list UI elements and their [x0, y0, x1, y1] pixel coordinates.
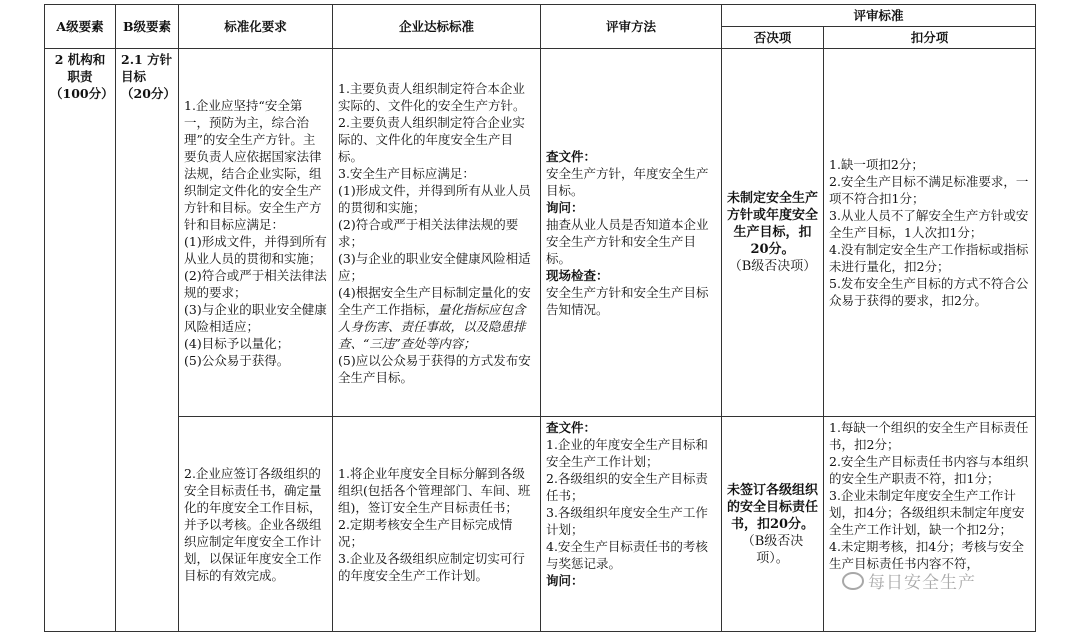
- enterprise-standard-1: 1.主要负责人组织制定符合本企业实际的、文件化的安全生产方针。 2.主要负责人组织制定符合企业实际的、文件化的年度安全生产目标。 3.安全生产目标应满足： (1)形成文件，并得到所有从业人员的贯彻和实施； (2)符合或严于相关法律法规的要求； (3)与企业的职业安全健康风险相适应； (4)根据安全生产目标制定量化的安全生产工作指标，量化指标应包含人身伤害、责任事故，以及隐患排查、“三违”查处等内容； (5)应以公众易于获得的方式发布安全生产目标。: [333, 49, 541, 417]
- b-level-element: 2.1 方针目标（20分）: [116, 49, 179, 632]
- header-deduction: 扣分项: [824, 27, 1036, 49]
- header-review-method: 评审方法: [541, 5, 722, 49]
- veto-2: 未签订各级组织的安全目标责任书，扣20分。 （B级否决项）。: [722, 417, 824, 632]
- header-enterprise-standard: 企业达标标准: [333, 5, 541, 49]
- header-standard-requirement: 标准化要求: [179, 5, 333, 49]
- header-review-standard: 评审标准: [722, 5, 1036, 27]
- chat-bubble-icon: [842, 572, 864, 590]
- enterprise-standard-2: 1.将企业年度安全目标分解到各级组织(包括各个管理部门、车间、班组)，签订安全生产目标责任书； 2.定期考核安全生产目标完成情况； 3.企业及各级组织应制定切实可行的年度安全生产工作计划。: [333, 417, 541, 632]
- standard-requirement-1: 1.企业应坚持“安全第一，预防为主，综合治理”的安全生产方针。主要负责人应依据国家法律法规，结合企业实际，组织制定文件化的安全生产方针和目标。安全生产方针和目标应满足： (1)形成文件，并得到所有从业人员的贯彻和实施； (2)符合或严于相关法律法规的要求； (3)与企业的职业安全健康风险相适应； (4)目标予以量化； (5)公众易于获得。: [179, 49, 333, 417]
- standards-table: [44, 4, 1036, 632]
- standard-requirement-2: 2.企业应签订各级组织的安全目标责任书，确定量化的年度安全工作目标，并予以考核。企业各级组织应制定年度安全工作计划，以保证年度安全工作目标的有效完成。: [179, 417, 333, 632]
- a-level-element: 2 机构和职责（100分）: [45, 49, 116, 632]
- deduction-2: 1.每缺一个组织的安全生产目标责任书，扣2分； 2.安全生产目标责任书内容与本组织的安全生产职责不符，扣1分； 3.企业未制定年度安全生产工作计划，扣4分；各级组织未制定年度安全生产工作计划，缺一个扣2分； 4.未定期考核，扣4分；考核与安全生产目标责任书内容不符，: [824, 417, 1036, 632]
- header-a-level: A级要素: [45, 5, 116, 49]
- review-method-2: 查文件： 1.企业的年度安全生产目标和安全生产工作计划； 2.各级组织的安全生产目标责任书； 3.各级组织年度安全生产工作计划； 4.安全生产目标责任书的考核与奖惩记录。 询问：: [541, 417, 722, 632]
- header-veto: 否决项: [722, 27, 824, 49]
- review-method-1: 查文件： 安全生产方针，年度安全生产目标。 询问： 抽查从业人员是否知道本企业安全生产方针和安全生产目标。 现场检查： 安全生产方针和安全生产目标告知情况。: [541, 49, 722, 417]
- header-b-level: B级要素: [116, 5, 179, 49]
- watermark: 每日安全生产: [842, 568, 976, 593]
- veto-1: 未制定安全生产方针或年度安全生产目标，扣20分。 （B级否决项）: [722, 49, 824, 417]
- deduction-1: 1.缺一项扣2分； 2.安全生产目标不满足标准要求，一项不符合扣1分； 3.从业人员不了解安全生产方针或安全生产目标，1人次扣1分； 4.没有制定安全生产工作指标或指标未进行量化，扣2分； 5.发布安全生产目标的方式不符合公众易于获得的要求，扣2分。: [824, 49, 1036, 417]
